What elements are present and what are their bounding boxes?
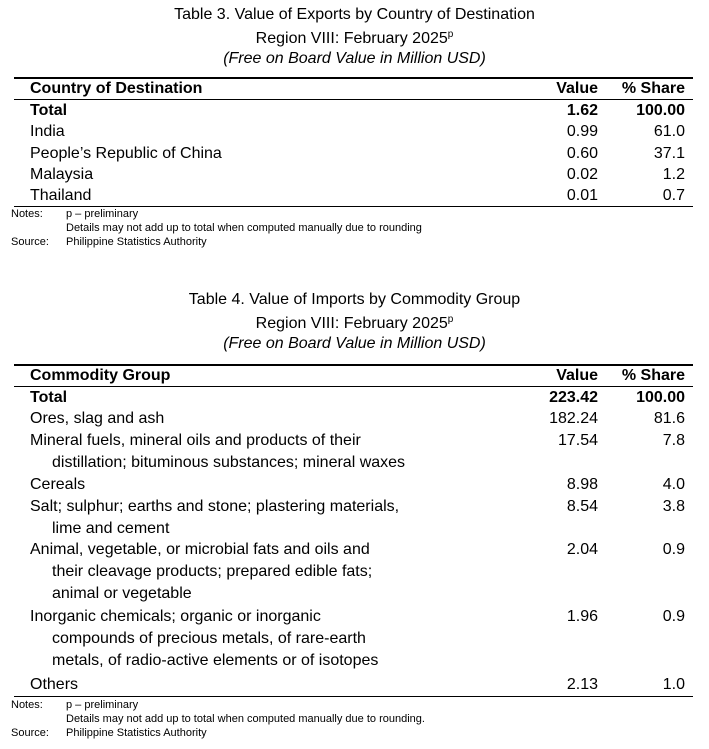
table4-header-share: % Share bbox=[621, 367, 685, 384]
table4-row-share: 0.9 bbox=[662, 608, 685, 625]
table4-row-share: 3.8 bbox=[662, 498, 685, 515]
table3-unit: (Free on Board Value in Million USD) bbox=[223, 50, 486, 67]
table4-row-label: Ores, slag and ash bbox=[30, 410, 165, 427]
table4-row-value: 2.04 bbox=[566, 541, 598, 558]
table4-notes bbox=[11, 698, 701, 742]
table3-row-label: People’s Republic of China bbox=[30, 145, 222, 162]
table3-row-value: 0.99 bbox=[566, 123, 598, 140]
table3-note-preliminary: p – preliminary bbox=[66, 208, 139, 220]
table3-row-share: 0.7 bbox=[662, 187, 685, 204]
table4-row-share: 81.6 bbox=[653, 410, 685, 427]
table4-row-value: 1.96 bbox=[566, 608, 598, 625]
table3-title: Table 3. Value of Exports by Country of Destination bbox=[174, 6, 535, 23]
table4-title: Table 4. Value of Imports by Commodity Group bbox=[188, 291, 521, 308]
table3-row-share: 61.0 bbox=[653, 123, 685, 140]
table4-notes-label: Notes: bbox=[11, 699, 43, 711]
table4-row-share: 100.00 bbox=[636, 389, 685, 406]
table3-header-label: Country of Destination bbox=[30, 80, 203, 97]
table4-row-label: Cereals bbox=[30, 476, 86, 493]
table4-row-share: 0.9 bbox=[662, 541, 685, 558]
table4-bottom-rule bbox=[14, 696, 693, 697]
table3-notes bbox=[11, 207, 701, 251]
table3-title-block bbox=[0, 5, 709, 69]
table4-preliminary-sup: p bbox=[447, 314, 454, 325]
table4-row-share: 4.0 bbox=[662, 476, 685, 493]
table3-region: Region VIII: February 2025$^p$ bbox=[255, 29, 454, 47]
table4-unit: (Free on Board Value in Million USD) bbox=[223, 335, 486, 352]
table3-header-value: Value bbox=[556, 80, 598, 97]
table4-row-value: 223.42 bbox=[549, 389, 598, 406]
table3-source: Philippine Statistics Authority bbox=[66, 236, 207, 248]
table4-note-preliminary: p – preliminary bbox=[66, 699, 139, 711]
table4-row-label: Animal, vegetable, or microbial fats and oils and their cleavage products; prepared edible fats; animal or vegetable bbox=[30, 541, 373, 602]
table4-header-value: Value bbox=[556, 367, 598, 384]
table3-row-share: 37.1 bbox=[653, 145, 685, 162]
table3-row-label: India bbox=[30, 123, 65, 140]
table4-region: Region VIII: February 2025$^p$ bbox=[255, 314, 454, 332]
table4-row-value: 8.98 bbox=[566, 476, 598, 493]
table4-row-label: Salt; sulphur; earths and stone; plastering materials, lime and cement bbox=[30, 498, 400, 537]
table4-title-block bbox=[0, 290, 709, 354]
table3-row-value: 0.01 bbox=[566, 187, 598, 204]
table3-row-label: Thailand bbox=[30, 187, 92, 204]
table4-row-label: Inorganic chemicals; organic or inorganic compounds of precious metals, of rare-earth metals, of radio-active elements or of isotopes bbox=[30, 608, 379, 669]
table4-row-label: Others bbox=[30, 676, 79, 693]
table4-row-share: 7.8 bbox=[662, 432, 685, 449]
table4-row-value: 8.54 bbox=[566, 498, 598, 515]
table4-row-share: 1.0 bbox=[662, 676, 685, 693]
table4-source: Philippine Statistics Authority bbox=[66, 727, 207, 739]
table4-row-label: Total bbox=[30, 389, 68, 406]
table4-row-value: 2.13 bbox=[566, 676, 598, 693]
table3-row-share: 1.2 bbox=[662, 166, 685, 183]
table3-row-label: Total bbox=[30, 102, 68, 119]
table4-row-value: 17.54 bbox=[557, 432, 598, 449]
table4-source-label: Source: bbox=[11, 727, 49, 739]
table3-row-value: 0.02 bbox=[566, 166, 598, 183]
table3-row-label: Malaysia bbox=[30, 166, 94, 183]
table4-row-value: 182.24 bbox=[549, 410, 598, 427]
table4-note-rounding: Details may not add up to total when computed manually due to rounding. bbox=[66, 713, 425, 725]
table4-header-label: Commodity Group bbox=[30, 367, 171, 384]
table3-source-label: Source: bbox=[11, 236, 49, 248]
table3-notes-label: Notes: bbox=[11, 208, 43, 220]
table3-row-share: 100.00 bbox=[636, 102, 685, 119]
table4-row-label: Mineral fuels, mineral oils and products of their distillation; bituminous substances; mineral waxes bbox=[30, 432, 406, 471]
table3-row-value: 0.60 bbox=[566, 145, 598, 162]
table3-row-value: 1.62 bbox=[566, 102, 598, 119]
table3-header-share: % Share bbox=[621, 80, 685, 97]
table3-note-rounding: Details may not add up to total when computed manually due to rounding bbox=[66, 222, 422, 234]
table3-preliminary-sup: p bbox=[447, 29, 454, 40]
